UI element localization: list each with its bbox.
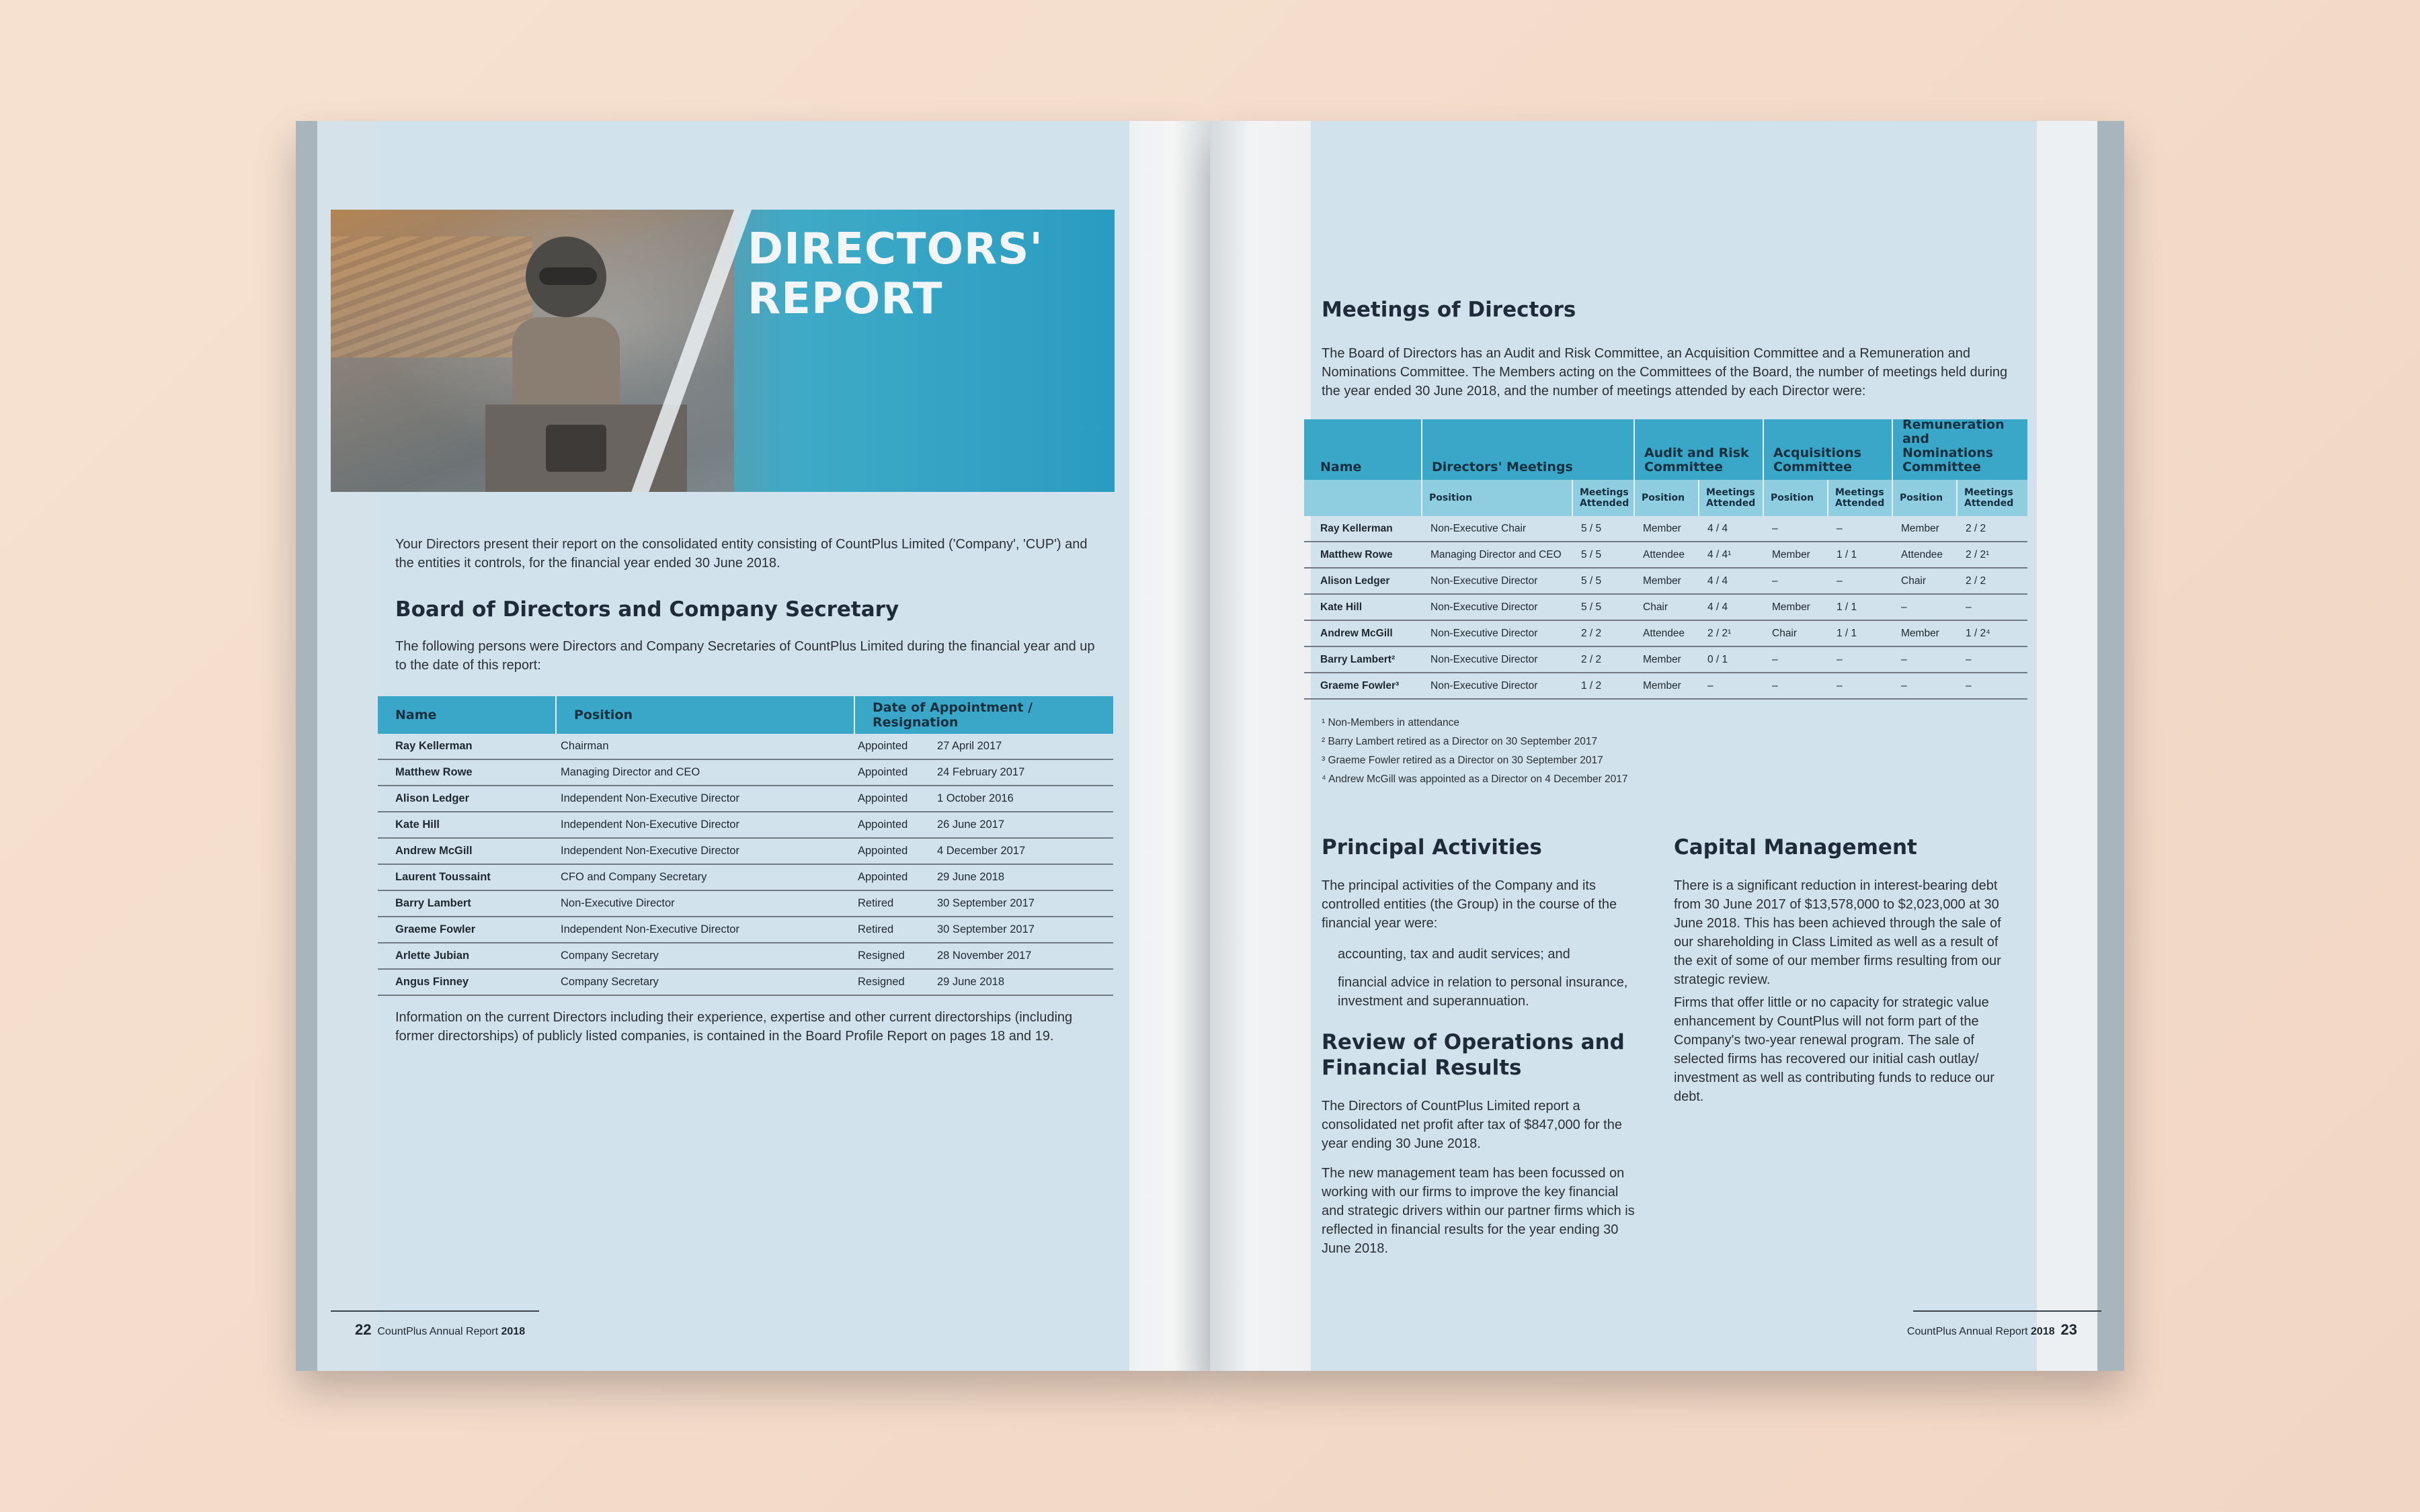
cell-audit-attended: – bbox=[1707, 679, 1713, 691]
cell-date: 27 April 2017 bbox=[937, 740, 1002, 752]
header-name: Name bbox=[378, 696, 557, 734]
subheader-position: Position bbox=[1422, 480, 1573, 516]
cell-name: Ray Kellerman bbox=[395, 740, 473, 752]
header-position: Position bbox=[557, 696, 855, 734]
cell-audit-attended: 4 / 4 bbox=[1707, 575, 1728, 587]
cell-name: Alison Ledger bbox=[395, 792, 470, 804]
table-row bbox=[378, 786, 1113, 812]
principal-text: The principal activities of the Company and its controlled entities (the Group) in the course of the financial year were: bbox=[1322, 878, 1617, 931]
cell-name: Angus Finney bbox=[395, 976, 469, 988]
review-heading-line1: Review of Operations and bbox=[1322, 1030, 1625, 1054]
table-row bbox=[1304, 621, 2027, 647]
cell-position: Non-Executive Director bbox=[1430, 601, 1538, 613]
subheader-position: Position bbox=[1764, 480, 1828, 516]
capital-text-1: There is a significant reduction in interest-bearing debt from 30 June 2017 of $13,578,000 to $2,023,000 at 30 June 2018. This has been achieved through the sale of our shareholding in Class Limited as well as a result of the exit of some of our member firms resulting from our strategic review. bbox=[1674, 878, 2001, 987]
cell-audit-attended: 2 / 2¹ bbox=[1707, 627, 1732, 639]
table-row bbox=[1304, 595, 2027, 621]
cell-rem-attended: 2 / 2 bbox=[1966, 522, 1986, 534]
cell-position: Managing Director and CEO bbox=[1430, 548, 1562, 560]
cell-name: Laurent Toussaint bbox=[395, 871, 491, 883]
cell-date: 30 September 2017 bbox=[937, 923, 1035, 935]
cell-rem-attended: 2 / 2 bbox=[1966, 575, 1986, 587]
cell-status: Appointed bbox=[858, 818, 908, 831]
cell-directors-attended: 5 / 5 bbox=[1581, 522, 1602, 534]
cell-acq-attended: 1 / 1 bbox=[1837, 627, 1857, 639]
page-footer bbox=[355, 1321, 525, 1339]
right-page bbox=[1210, 121, 2124, 1371]
subheader-position: Position bbox=[1893, 480, 1958, 516]
cell-rem-attended: 2 / 2¹ bbox=[1966, 548, 1990, 560]
cell-position: Chairman bbox=[561, 740, 609, 752]
cell-rem-attended: – bbox=[1966, 679, 1972, 691]
review-heading bbox=[1322, 1030, 1625, 1081]
header-audit-risk: Audit and Risk Committee bbox=[1635, 419, 1764, 480]
goggles-graphic bbox=[539, 267, 597, 285]
cell-audit-position: Chair bbox=[1643, 601, 1668, 613]
hero-banner bbox=[331, 210, 1115, 492]
cell-name: Matthew Rowe bbox=[395, 766, 473, 778]
cell-name: Kate Hill bbox=[1320, 601, 1363, 613]
cell-position: Independent Non-Executive Director bbox=[561, 792, 739, 804]
spine-gutter bbox=[1129, 121, 1210, 1371]
cell-position: Company Secretary bbox=[561, 976, 659, 988]
cell-status: Appointed bbox=[858, 792, 908, 804]
cell-name: Alison Ledger bbox=[1320, 575, 1390, 587]
cell-position: Independent Non-Executive Director bbox=[561, 845, 739, 857]
subheader-attended: Meetings Attended bbox=[1828, 480, 1893, 516]
cell-audit-position: Member bbox=[1643, 522, 1681, 534]
subheader-attended: Meetings Attended bbox=[1699, 480, 1764, 516]
footer-rule bbox=[1913, 1310, 2101, 1312]
footnote: ² Barry Lambert retired as a Director on 30 September 2017 bbox=[1322, 736, 1598, 747]
cell-name: Matthew Rowe bbox=[1320, 548, 1393, 560]
scarf-graphic bbox=[331, 237, 532, 358]
table-row bbox=[378, 734, 1113, 760]
cell-acq-position: Member bbox=[1772, 548, 1810, 560]
cell-rem-position: Member bbox=[1901, 627, 1939, 639]
table-header bbox=[378, 696, 1113, 734]
cell-acq-position: Chair bbox=[1772, 627, 1798, 639]
cell-acq-position: – bbox=[1772, 522, 1778, 534]
table-row bbox=[378, 812, 1113, 839]
cell-name: Barry Lambert bbox=[395, 897, 471, 909]
footnote: ³ Graeme Fowler retired as a Director on 30 September 2017 bbox=[1322, 755, 1603, 766]
table-row bbox=[378, 917, 1113, 943]
cell-acq-position: – bbox=[1772, 679, 1778, 691]
cell-date: 28 November 2017 bbox=[937, 950, 1032, 962]
cell-position: Non-Executive Director bbox=[1430, 679, 1538, 691]
subheader-attended: Meetings Attended bbox=[1573, 480, 1635, 516]
cell-status: Retired bbox=[858, 923, 894, 935]
cell-audit-position: Member bbox=[1643, 575, 1681, 587]
table-row bbox=[1304, 516, 2027, 542]
cell-rem-position: Chair bbox=[1901, 575, 1927, 587]
table-row bbox=[1304, 569, 2027, 595]
directors-table bbox=[378, 696, 1113, 996]
cell-acq-attended: – bbox=[1837, 522, 1843, 534]
capital-heading: Capital Management bbox=[1674, 835, 1917, 859]
capital-text-2: Firms that offer little or no capacity for strategic value enhancement by CountPlus will not form part of the Company's two-year renewal program. The sale of selected firms has recovered our initial cash outlay/ investment as well as contributing funds to reduce our debt. bbox=[1674, 995, 1994, 1104]
page-number: 23 bbox=[2060, 1321, 2077, 1338]
cell-acq-position: Member bbox=[1772, 601, 1810, 613]
footnotes bbox=[1322, 714, 1628, 789]
table-row bbox=[378, 891, 1113, 917]
cell-rem-position: – bbox=[1901, 601, 1907, 613]
cell-status: Appointed bbox=[858, 766, 908, 778]
principal-heading: Principal Activities bbox=[1322, 835, 1542, 859]
footer-year: 2018 bbox=[2031, 1326, 2055, 1337]
closing-paragraph: Information on the current Directors including their experience, expertise and other current directorships (including former directorships) of publicly listed companies, is contained in the Board Profile Report on pages 18 and 19. bbox=[395, 1010, 1073, 1044]
subheader-blank bbox=[1304, 480, 1422, 516]
page-margin bbox=[2037, 121, 2097, 1371]
cell-audit-position: Member bbox=[1643, 679, 1681, 691]
cell-position: Non-Executive Director bbox=[1430, 653, 1538, 665]
cell-rem-attended: 1 / 2⁴ bbox=[1966, 627, 1990, 639]
cell-date: 30 September 2017 bbox=[937, 897, 1035, 909]
cell-position: Non-Executive Director bbox=[1430, 627, 1538, 639]
cell-status: Resigned bbox=[858, 950, 905, 962]
footnote: ⁴ Andrew McGill was appointed as a Director on 4 December 2017 bbox=[1322, 773, 1628, 785]
board-intro: The following persons were Directors and Company Secretaries of CountPlus Limited during the financial year and up to the date of this report: bbox=[395, 639, 1095, 673]
table-body bbox=[378, 734, 1113, 996]
page-edge bbox=[296, 121, 317, 1371]
cell-position: Managing Director and CEO bbox=[561, 766, 700, 778]
cell-rem-position: Member bbox=[1901, 522, 1939, 534]
cell-name: Graeme Fowler bbox=[395, 923, 476, 935]
header-directors-meetings: Directors' Meetings bbox=[1422, 419, 1635, 480]
cell-audit-position: Member bbox=[1643, 653, 1681, 665]
intro-paragraph: Your Directors present their report on the consolidated entity consisting of CountPlus Limited ('Company', 'CUP') and the entities it controls, for the financial year ended 30 June 2018. bbox=[395, 537, 1088, 571]
table-row bbox=[1304, 542, 2027, 569]
cell-position: Independent Non-Executive Director bbox=[561, 923, 739, 935]
cell-rem-attended: – bbox=[1966, 601, 1972, 613]
cell-directors-attended: 2 / 2 bbox=[1581, 653, 1602, 665]
footnote: ¹ Non-Members in attendance bbox=[1322, 717, 1460, 728]
cell-rem-attended: – bbox=[1966, 653, 1972, 665]
cell-name: Barry Lambert² bbox=[1320, 653, 1396, 665]
cell-name: Arlette Jubian bbox=[395, 950, 470, 962]
cell-acq-attended: – bbox=[1837, 679, 1843, 691]
cell-audit-attended: 0 / 1 bbox=[1707, 653, 1728, 665]
cell-position: Non-Executive Director bbox=[1430, 575, 1538, 587]
hero-title-line1: DIRECTORS' bbox=[748, 224, 1043, 274]
meetings-intro: The Board of Directors has an Audit and Risk Committee, an Acquisition Committee and a Remuneration and Nominations Committee. The Members acting on the Committees of the Board, the number of meetings held during the year ended 30 June 2018, and the number of meetings attended by each Director were: bbox=[1322, 346, 2008, 398]
cell-directors-attended: 1 / 2 bbox=[1581, 679, 1602, 691]
meetings-table bbox=[1304, 419, 2027, 700]
footer-label: CountPlus Annual Report bbox=[1906, 1326, 2028, 1337]
cell-acq-attended: 1 / 1 bbox=[1837, 601, 1857, 613]
cell-audit-attended: 4 / 4 bbox=[1707, 601, 1728, 613]
box-sticker bbox=[546, 425, 606, 472]
cell-rem-position: – bbox=[1901, 653, 1907, 665]
subheader-position: Position bbox=[1635, 480, 1699, 516]
table-row bbox=[378, 760, 1113, 786]
principal-item-1: accounting, tax and audit services; and bbox=[1338, 947, 1570, 962]
cell-date: 29 June 2018 bbox=[937, 871, 1005, 883]
footer-rule bbox=[331, 1310, 539, 1312]
cell-position: Independent Non-Executive Director bbox=[561, 818, 739, 831]
cell-directors-attended: 5 / 5 bbox=[1581, 575, 1602, 587]
cell-position: CFO and Company Secretary bbox=[561, 871, 707, 883]
subheader-attended: Meetings Attended bbox=[1964, 487, 2014, 509]
header-date: Date of Appointment / Resignation bbox=[873, 700, 1033, 730]
cell-audit-attended: 4 / 4¹ bbox=[1707, 548, 1732, 560]
cell-name: Andrew McGill bbox=[395, 845, 473, 857]
cell-acq-attended: – bbox=[1837, 653, 1843, 665]
table-row bbox=[378, 970, 1113, 996]
cell-status: Resigned bbox=[858, 976, 905, 988]
cell-acq-attended: – bbox=[1837, 575, 1843, 587]
cell-name: Kate Hill bbox=[395, 818, 440, 831]
hero-title-line2: REPORT bbox=[748, 274, 943, 324]
table-row bbox=[1304, 673, 2027, 700]
cell-directors-attended: 2 / 2 bbox=[1581, 627, 1602, 639]
board-heading: Board of Directors and Company Secretary bbox=[395, 597, 899, 622]
cell-position: Non-Executive Chair bbox=[1430, 522, 1527, 534]
header-acquisitions: Acquisitions Committee bbox=[1764, 419, 1893, 480]
table-row bbox=[378, 865, 1113, 891]
cell-date: 29 June 2018 bbox=[937, 976, 1005, 988]
cell-status: Appointed bbox=[858, 845, 908, 857]
cell-audit-attended: 4 / 4 bbox=[1707, 522, 1728, 534]
review-heading-line2: Financial Results bbox=[1322, 1056, 1522, 1080]
cell-name: Ray Kellerman bbox=[1320, 522, 1393, 534]
table-group-header bbox=[1304, 419, 2027, 480]
footer-year: 2018 bbox=[501, 1326, 526, 1337]
cell-rem-position: Attendee bbox=[1901, 548, 1943, 560]
table-row bbox=[378, 839, 1113, 865]
open-brochure bbox=[296, 121, 2124, 1371]
cell-audit-position: Attendee bbox=[1643, 548, 1685, 560]
cell-date: 1 October 2016 bbox=[937, 792, 1014, 804]
cell-rem-position: – bbox=[1901, 679, 1907, 691]
footer-label: CountPlus Annual Report bbox=[377, 1326, 499, 1337]
table-row bbox=[1304, 647, 2027, 673]
review-text-1: The Directors of CountPlus Limited report a consolidated net profit after tax of $847,000 for the year ending 30 June 2018. bbox=[1322, 1099, 1622, 1151]
cell-status: Appointed bbox=[858, 740, 908, 752]
table-row bbox=[378, 943, 1113, 970]
table-body bbox=[1304, 516, 2027, 700]
cell-name: Andrew McGill bbox=[1320, 627, 1393, 639]
cell-directors-attended: 5 / 5 bbox=[1581, 601, 1602, 613]
page-number: 22 bbox=[355, 1321, 372, 1338]
page-footer bbox=[1907, 1321, 2077, 1339]
cell-position: Non-Executive Director bbox=[561, 897, 675, 909]
header-remuneration: Remuneration and Nominations Committee bbox=[1902, 417, 2005, 474]
cell-status: Appointed bbox=[858, 871, 908, 883]
header-name: Name bbox=[1304, 419, 1422, 480]
principal-item-2: financial advice in relation to personal insurance, investment and superannuation. bbox=[1338, 975, 1628, 1009]
meetings-heading: Meetings of Directors bbox=[1322, 298, 1576, 322]
left-page bbox=[296, 121, 1210, 1371]
page-edge bbox=[2097, 121, 2124, 1371]
cell-acq-position: – bbox=[1772, 575, 1778, 587]
spine-gutter bbox=[1210, 121, 1311, 1371]
cell-acq-position: – bbox=[1772, 653, 1778, 665]
cell-date: 4 December 2017 bbox=[937, 845, 1026, 857]
cell-date: 24 February 2017 bbox=[937, 766, 1025, 778]
cell-date: 26 June 2017 bbox=[937, 818, 1005, 831]
cell-name: Graeme Fowler³ bbox=[1320, 679, 1400, 691]
cell-status: Retired bbox=[858, 897, 894, 909]
hero-title bbox=[748, 224, 1043, 324]
table-sub-header bbox=[1304, 480, 2027, 516]
review-text-2: The new management team has been focussed on working with our firms to improve the key financial and strategic drivers within our partner firms which is reflected in financial results for the year ending 30 June 2018. bbox=[1322, 1166, 1635, 1256]
cell-directors-attended: 5 / 5 bbox=[1581, 548, 1602, 560]
cell-position: Company Secretary bbox=[561, 950, 659, 962]
cell-audit-position: Attendee bbox=[1643, 627, 1685, 639]
cell-acq-attended: 1 / 1 bbox=[1837, 548, 1857, 560]
